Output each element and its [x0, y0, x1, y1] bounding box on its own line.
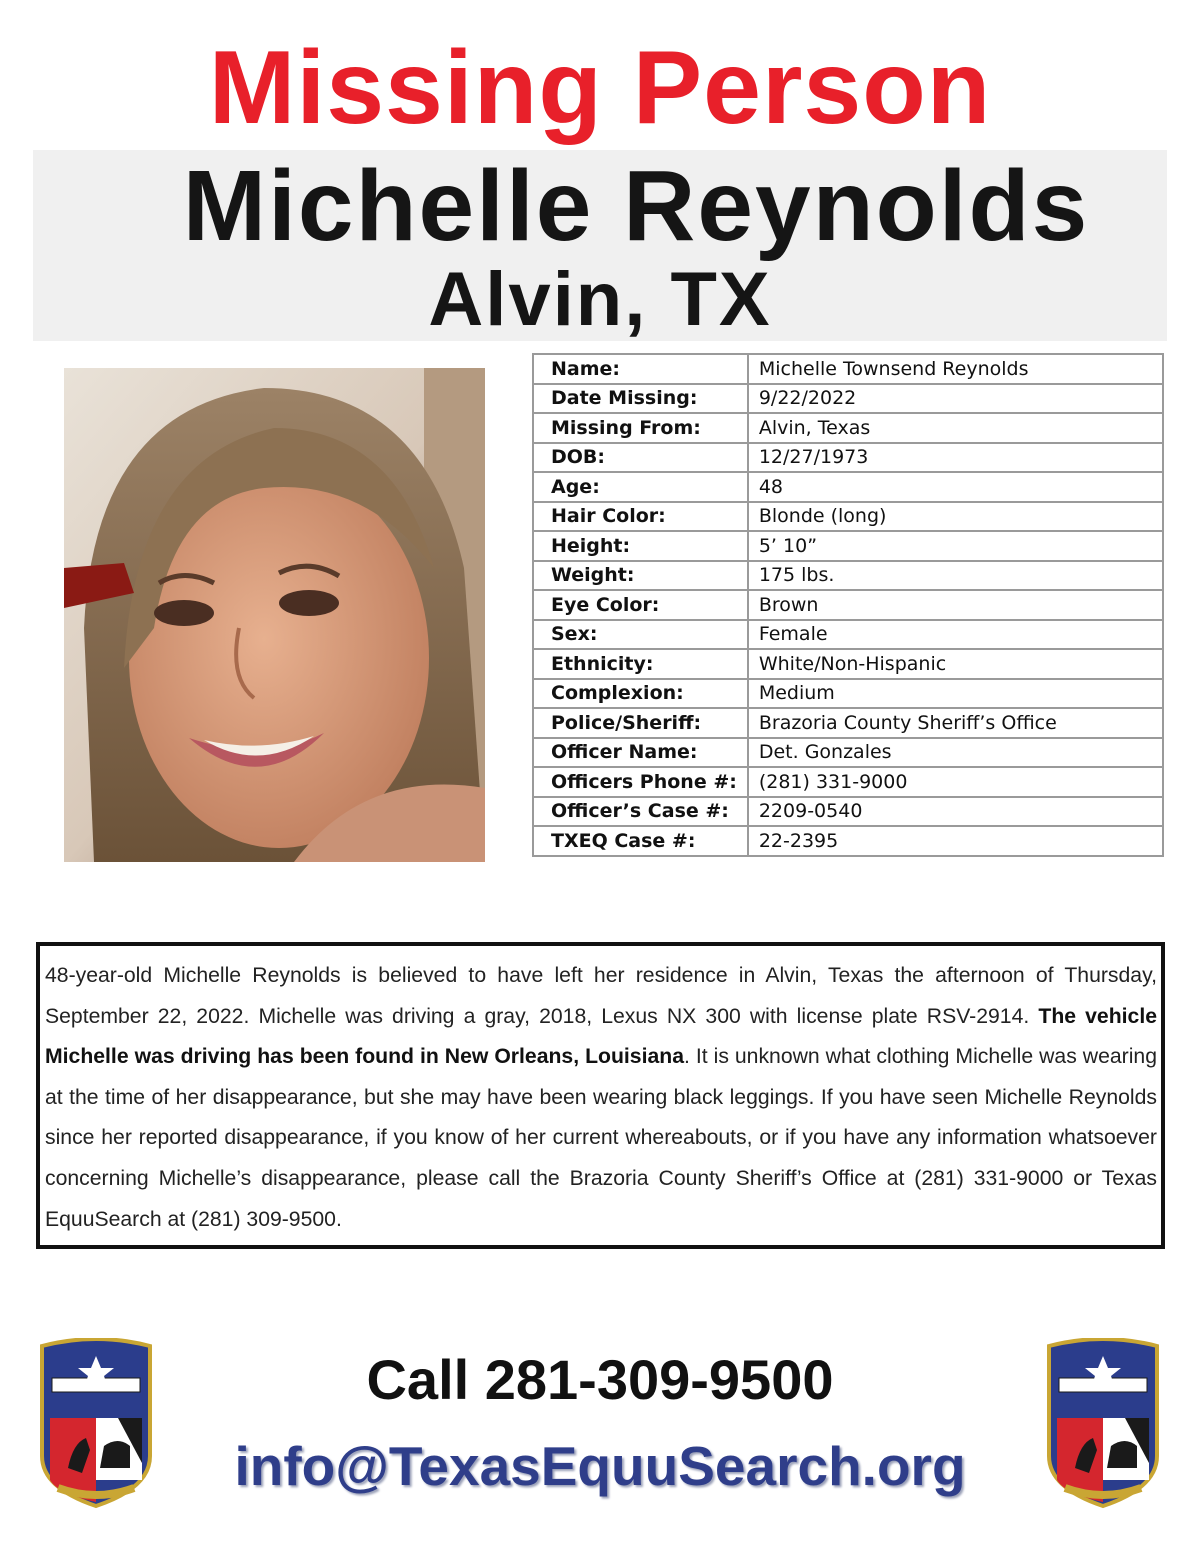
details-label: Missing From:: [533, 413, 748, 443]
details-row: [533, 679, 1163, 709]
details-value: Medium: [748, 679, 1163, 709]
details-row: [533, 384, 1163, 414]
details-value: Female: [748, 620, 1163, 650]
details-value: Blonde (long): [748, 502, 1163, 532]
details-value: 22-2395: [748, 826, 1163, 856]
details-label: Police/Sheriff:: [533, 708, 748, 738]
details-label: Name:: [533, 354, 748, 384]
person-location: Alvin, TX: [428, 257, 772, 342]
details-label: DOB:: [533, 443, 748, 473]
details-row: [533, 561, 1163, 591]
details-label: Officer’s Case #:: [533, 797, 748, 827]
details-row: [533, 649, 1163, 679]
story-text-2: . It is unknown what clothing Michelle was wearing at the time of her disappearance, but she may have been wearing black leggings. If you have seen Michelle Reynolds since her reported disappearance, if you know of her current whereabouts, or if you have any information whatsoever concerning Michelle’s disappearance, please call the Brazoria County Sheriff’s Office at (281) 331-9000 or Texas EquuSearch at (281) 309-9500.: [45, 1045, 1157, 1231]
details-value: Det. Gonzales: [748, 738, 1163, 768]
headline: Missing Person: [208, 30, 992, 146]
call-phone-line: Call 281-309-9500: [366, 1348, 834, 1411]
person-name: Michelle Reynolds: [182, 150, 1090, 262]
details-label: Officers Phone #:: [533, 767, 748, 797]
details-value: 12/27/1973: [748, 443, 1163, 473]
details-value: Brazoria County Sheriff’s Office: [748, 708, 1163, 738]
details-row: [533, 620, 1163, 650]
details-row: [533, 826, 1163, 856]
details-label: Sex:: [533, 620, 748, 650]
details-row: [533, 797, 1163, 827]
details-label: Date Missing:: [533, 384, 748, 414]
details-value: Brown: [748, 590, 1163, 620]
contact-email[interactable]: info@TexasEquuSearch.org: [234, 1435, 966, 1497]
details-label: Eye Color:: [533, 590, 748, 620]
details-row: [533, 738, 1163, 768]
details-label: Ethnicity:: [533, 649, 748, 679]
details-value: White/Non-Hispanic: [748, 649, 1163, 679]
details-row: [533, 590, 1163, 620]
person-photo: [64, 368, 485, 862]
details-label: Age:: [533, 472, 748, 502]
details-value: 175 lbs.: [748, 561, 1163, 591]
details-label: Height:: [533, 531, 748, 561]
details-label: Weight:: [533, 561, 748, 591]
details-row: [533, 413, 1163, 443]
details-row: [533, 767, 1163, 797]
details-value: 2209-0540: [748, 797, 1163, 827]
details-value: 5’ 10”: [748, 531, 1163, 561]
details-row: [533, 708, 1163, 738]
details-table: [532, 353, 1164, 857]
story-text-bold: The vehicle Michelle was driving has been found in New Orleans, Louisiana: [45, 1004, 1158, 1069]
details-row: [533, 354, 1163, 384]
details-row: [533, 502, 1163, 532]
details-value: 48: [748, 472, 1163, 502]
details-value: Michelle Townsend Reynolds: [748, 354, 1163, 384]
details-value: Alvin, Texas: [748, 413, 1163, 443]
details-label: Hair Color:: [533, 502, 748, 532]
details-value: (281) 331-9000: [748, 767, 1163, 797]
story-text-1: 48-year-old Michelle Reynolds is believed to have left her residence in Alvin, Texas the afternoon of Thursday, September 22, 2022. Michelle was driving a gray, 2018, Lexus NX 300 with license plate RSV-2914.: [45, 964, 1157, 1028]
details-label: TXEQ Case #:: [533, 826, 748, 856]
details-label: Officer Name:: [533, 738, 748, 768]
details-row: [533, 472, 1163, 502]
story-paragraph: [36, 942, 1165, 1249]
details-row: [533, 443, 1163, 473]
details-value: 9/22/2022: [748, 384, 1163, 414]
details-label: Complexion:: [533, 679, 748, 709]
details-row: [533, 531, 1163, 561]
